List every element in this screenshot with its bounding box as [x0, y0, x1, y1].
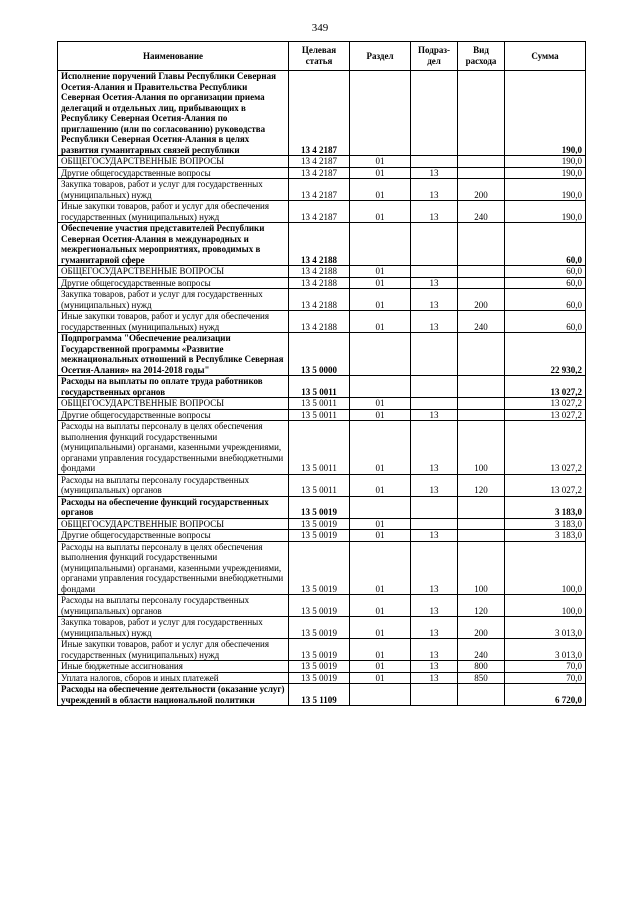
row-expense-type — [458, 156, 505, 168]
row-expense-type: 120 — [458, 474, 505, 496]
table-row — [58, 179, 586, 201]
row-expense-type — [458, 223, 505, 266]
row-name: Расходы на выплаты персоналу государственных (муниципальных) органов — [58, 595, 289, 617]
row-subsection: 13 — [411, 595, 458, 617]
row-section: 01 — [350, 201, 411, 223]
row-section: 01 — [350, 167, 411, 179]
row-subsection — [411, 71, 458, 156]
row-name: Расходы на выплаты персоналу в целях обеспечения выполнения функций государственными (муниципальными) органами, казенными учреждениями, органами управления государственными внебюджетными фондами — [58, 421, 289, 475]
row-target-article: 13 5 0019 — [289, 518, 350, 530]
row-amount: 3 183,0 — [505, 530, 586, 542]
row-section: 01 — [350, 398, 411, 410]
table-row — [58, 71, 586, 156]
budget-table — [57, 41, 586, 706]
row-section — [350, 376, 411, 398]
row-subsection — [411, 398, 458, 410]
row-section: 01 — [350, 661, 411, 673]
row-amount: 190,0 — [505, 179, 586, 201]
row-subsection — [411, 223, 458, 266]
row-expense-type: 240 — [458, 311, 505, 333]
row-subsection — [411, 266, 458, 278]
row-name: Расходы на выплаты персоналу в целях обеспечения выполнения функций государственными (муниципальными) органами, казенными учреждениями, органами управления государственными внебюджетными фондами — [58, 541, 289, 595]
row-target-article: 13 5 0019 — [289, 496, 350, 518]
header-target-article: Целевая статья — [289, 42, 350, 71]
table-row — [58, 223, 586, 266]
row-target-article: 13 4 2188 — [289, 223, 350, 266]
row-subsection — [411, 684, 458, 706]
row-section: 01 — [350, 421, 411, 475]
row-name: Расходы на обеспечение функций государственных органов — [58, 496, 289, 518]
table-row — [58, 376, 586, 398]
row-section: 01 — [350, 672, 411, 684]
row-section — [350, 223, 411, 266]
row-name: Закупка товаров, работ и услуг для государственных (муниципальных) нужд — [58, 179, 289, 201]
row-amount: 13 027,2 — [505, 376, 586, 398]
row-expense-type — [458, 333, 505, 376]
row-section: 01 — [350, 541, 411, 595]
row-expense-type — [458, 167, 505, 179]
row-target-article: 13 4 2187 — [289, 179, 350, 201]
row-target-article: 13 5 0019 — [289, 595, 350, 617]
row-target-article: 13 5 0011 — [289, 398, 350, 410]
row-expense-type — [458, 684, 505, 706]
row-target-article: 13 5 0019 — [289, 661, 350, 673]
row-subsection: 13 — [411, 167, 458, 179]
row-subsection — [411, 496, 458, 518]
table-row — [58, 311, 586, 333]
row-amount: 60,0 — [505, 289, 586, 311]
row-amount: 3 183,0 — [505, 496, 586, 518]
table-row — [58, 684, 586, 706]
row-expense-type — [458, 530, 505, 542]
row-name: ОБЩЕГОСУДАРСТВЕННЫЕ ВОПРОСЫ — [58, 266, 289, 278]
row-name: Подпрограмма "Обеспечение реализации Государственной программы «Развитие межнациональных отношений в Республике Северная Осетия-Алания» на 2014-2018 годы" — [58, 333, 289, 376]
row-amount: 70,0 — [505, 672, 586, 684]
row-expense-type: 240 — [458, 201, 505, 223]
row-section — [350, 333, 411, 376]
row-name: Расходы на обеспечение деятельности (оказание услуг) учреждений в области национальной политики — [58, 684, 289, 706]
table-row — [58, 156, 586, 168]
row-amount: 100,0 — [505, 595, 586, 617]
row-name: Иные закупки товаров, работ и услуг для обеспечения государственных (муниципальных) нужд — [58, 201, 289, 223]
row-amount: 3 013,0 — [505, 617, 586, 639]
row-name: Закупка товаров, работ и услуг для государственных (муниципальных) нужд — [58, 289, 289, 311]
row-amount: 190,0 — [505, 156, 586, 168]
table-row — [58, 333, 586, 376]
row-amount: 190,0 — [505, 167, 586, 179]
row-amount: 13 027,2 — [505, 409, 586, 421]
row-section: 01 — [350, 266, 411, 278]
row-target-article: 13 4 2188 — [289, 289, 350, 311]
row-subsection: 13 — [411, 289, 458, 311]
row-amount: 60,0 — [505, 223, 586, 266]
row-name: ОБЩЕГОСУДАРСТВЕННЫЕ ВОПРОСЫ — [58, 156, 289, 168]
row-target-article: 13 5 0019 — [289, 541, 350, 595]
table-row — [58, 661, 586, 673]
row-section — [350, 496, 411, 518]
table-row — [58, 530, 586, 542]
row-name: Расходы на выплаты по оплате труда работников государственных органов — [58, 376, 289, 398]
row-subsection — [411, 518, 458, 530]
row-name: Обеспечение участия представителей Республики Северная Осетия-Алания в международных и межрегиональных мероприятиях, проводимых в гуманитарной сфере — [58, 223, 289, 266]
row-section: 01 — [350, 530, 411, 542]
row-name: Другие общегосударственные вопросы — [58, 167, 289, 179]
row-target-article: 13 5 0011 — [289, 474, 350, 496]
table-header-row — [58, 42, 586, 71]
row-target-article: 13 5 0011 — [289, 421, 350, 475]
row-section: 01 — [350, 289, 411, 311]
row-section — [350, 684, 411, 706]
row-target-article: 13 5 0011 — [289, 376, 350, 398]
row-amount: 190,0 — [505, 201, 586, 223]
row-expense-type — [458, 277, 505, 289]
row-target-article: 13 4 2187 — [289, 156, 350, 168]
row-expense-type — [458, 496, 505, 518]
header-name: Наименование — [58, 42, 289, 71]
row-expense-type: 100 — [458, 541, 505, 595]
row-name: Закупка товаров, работ и услуг для государственных (муниципальных) нужд — [58, 617, 289, 639]
row-subsection: 13 — [411, 530, 458, 542]
row-section: 01 — [350, 179, 411, 201]
row-amount: 13 027,2 — [505, 421, 586, 475]
row-expense-type — [458, 376, 505, 398]
table-row — [58, 289, 586, 311]
row-target-article: 13 4 2188 — [289, 277, 350, 289]
row-section: 01 — [350, 277, 411, 289]
row-name: Исполнение поручений Главы Республики Северная Осетия-Алания и Правительства Республики Северная Осетия-Алания по организации приема делегаций и отдельных лиц, прибывающих в Республику Северная Осетия-Алания по приглашению (или по согласованию) руководства Республики Северная Осетия-Алания в целях развития гуманитарных связей республики — [58, 71, 289, 156]
row-target-article: 13 4 2187 — [289, 71, 350, 156]
row-expense-type: 200 — [458, 617, 505, 639]
row-subsection: 13 — [411, 617, 458, 639]
row-amount: 13 027,2 — [505, 398, 586, 410]
row-expense-type: 240 — [458, 639, 505, 661]
table-row — [58, 617, 586, 639]
row-target-article: 13 5 0019 — [289, 617, 350, 639]
row-target-article: 13 4 2188 — [289, 266, 350, 278]
row-section: 01 — [350, 595, 411, 617]
row-expense-type — [458, 266, 505, 278]
row-subsection: 13 — [411, 541, 458, 595]
row-target-article: 13 4 2188 — [289, 311, 350, 333]
header-amount: Сумма — [505, 42, 586, 71]
row-amount: 22 930,2 — [505, 333, 586, 376]
row-name: ОБЩЕГОСУДАРСТВЕННЫЕ ВОПРОСЫ — [58, 518, 289, 530]
row-target-article: 13 4 2187 — [289, 167, 350, 179]
row-expense-type — [458, 71, 505, 156]
row-amount: 60,0 — [505, 266, 586, 278]
row-amount: 190,0 — [505, 71, 586, 156]
row-section — [350, 71, 411, 156]
row-name: Иные закупки товаров, работ и услуг для обеспечения государственных (муниципальных) нужд — [58, 311, 289, 333]
row-name: Иные закупки товаров, работ и услуг для обеспечения государственных (муниципальных) нужд — [58, 639, 289, 661]
row-subsection — [411, 333, 458, 376]
row-amount: 13 027,2 — [505, 474, 586, 496]
table-row — [58, 266, 586, 278]
row-expense-type — [458, 409, 505, 421]
table-row — [58, 672, 586, 684]
row-expense-type: 200 — [458, 289, 505, 311]
table-row — [58, 167, 586, 179]
row-expense-type: 100 — [458, 421, 505, 475]
row-name: Расходы на выплаты персоналу государственных (муниципальных) органов — [58, 474, 289, 496]
row-amount: 60,0 — [505, 311, 586, 333]
table-row — [58, 496, 586, 518]
row-target-article: 13 5 0019 — [289, 530, 350, 542]
row-section: 01 — [350, 474, 411, 496]
row-section: 01 — [350, 639, 411, 661]
row-section: 01 — [350, 409, 411, 421]
row-section: 01 — [350, 156, 411, 168]
row-name: ОБЩЕГОСУДАРСТВЕННЫЕ ВОПРОСЫ — [58, 398, 289, 410]
header-section: Раздел — [350, 42, 411, 71]
row-target-article: 13 5 0019 — [289, 639, 350, 661]
row-expense-type: 120 — [458, 595, 505, 617]
row-section: 01 — [350, 518, 411, 530]
table-row — [58, 639, 586, 661]
row-target-article: 13 5 0011 — [289, 409, 350, 421]
header-subsection: Подраз-дел — [411, 42, 458, 71]
table-row — [58, 421, 586, 475]
row-section: 01 — [350, 311, 411, 333]
row-subsection: 13 — [411, 661, 458, 673]
table-row — [58, 277, 586, 289]
row-amount: 60,0 — [505, 277, 586, 289]
row-amount: 100,0 — [505, 541, 586, 595]
row-subsection: 13 — [411, 201, 458, 223]
table-row — [58, 474, 586, 496]
row-subsection: 13 — [411, 474, 458, 496]
row-subsection: 13 — [411, 409, 458, 421]
row-subsection: 13 — [411, 311, 458, 333]
table-row — [58, 541, 586, 595]
row-subsection: 13 — [411, 639, 458, 661]
row-target-article: 13 5 0019 — [289, 672, 350, 684]
row-amount: 6 720,0 — [505, 684, 586, 706]
table-row — [58, 409, 586, 421]
row-target-article: 13 4 2187 — [289, 201, 350, 223]
row-subsection: 13 — [411, 672, 458, 684]
header-expense-type: Вид расхода — [458, 42, 505, 71]
row-name: Иные бюджетные ассигнования — [58, 661, 289, 673]
row-amount: 3 183,0 — [505, 518, 586, 530]
table-row — [58, 201, 586, 223]
row-expense-type — [458, 518, 505, 530]
row-name: Другие общегосударственные вопросы — [58, 530, 289, 542]
row-amount: 70,0 — [505, 661, 586, 673]
row-name: Уплата налогов, сборов и иных платежей — [58, 672, 289, 684]
row-subsection: 13 — [411, 277, 458, 289]
table-row — [58, 518, 586, 530]
row-subsection — [411, 376, 458, 398]
row-expense-type: 800 — [458, 661, 505, 673]
page-number: 349 — [311, 22, 329, 34]
row-expense-type: 850 — [458, 672, 505, 684]
row-subsection: 13 — [411, 421, 458, 475]
row-expense-type — [458, 398, 505, 410]
row-section: 01 — [350, 617, 411, 639]
row-subsection — [411, 156, 458, 168]
row-amount: 3 013,0 — [505, 639, 586, 661]
row-target-article: 13 5 1109 — [289, 684, 350, 706]
table-row — [58, 595, 586, 617]
row-expense-type: 200 — [458, 179, 505, 201]
row-target-article: 13 5 0000 — [289, 333, 350, 376]
table-body — [58, 71, 586, 706]
row-name: Другие общегосударственные вопросы — [58, 409, 289, 421]
row-subsection: 13 — [411, 179, 458, 201]
row-name: Другие общегосударственные вопросы — [58, 277, 289, 289]
table-row — [58, 398, 586, 410]
